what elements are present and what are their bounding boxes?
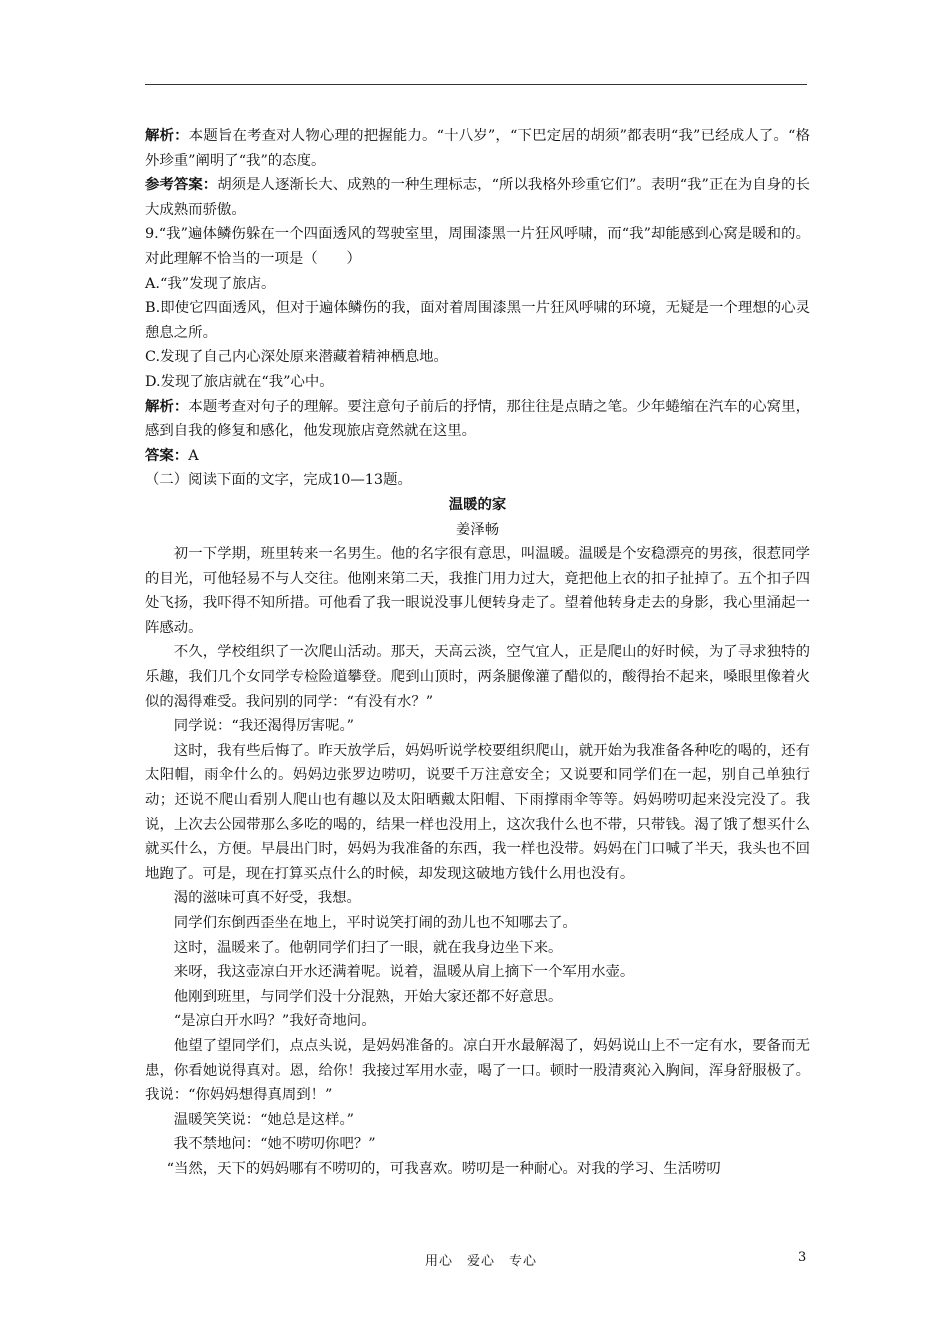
article-paragraph: 他刚到班里，与同学们没十分混熟，开始大家还都不好意思。 [173, 988, 563, 1005]
header-rule [145, 84, 807, 85]
article-paragraph: 这时，温暖来了。他朝同学们扫了一眼，就在我身边坐下来。 [173, 939, 563, 956]
article-paragraph: 不久，学校组织了一次爬山活动。那天，天高云淡，空气宜人，正是爬山的好时候，为了寻求独特的乐趣，我们几个女同学专检险道攀登。爬到山顶时，两条腿像灌了醋似的，酸得抬不起来，嗓眼里像着火似的渴得难受。我问别的同学：“有没有水？” [145, 644, 810, 710]
page-content [145, 124, 810, 1182]
article-paragraph: 温暖笑笑说：“她总是这样。” [173, 1111, 354, 1128]
page-number: 3 [798, 1250, 807, 1265]
article-paragraph: 他望了望同学们，点点头说，是妈妈准备的。凉白开水最解渴了，妈妈说山上不一定有水，要备而无患，你看她说得真对。恩，给你！我接过军用水壶，喝了一口。顿时一股清爽沁入胸间，浑身舒服极了。我说：“你妈妈想得真周到！” [145, 1037, 810, 1104]
article-last-line: “当然，天下的妈妈哪有不唠叨的，可我喜欢。唠叨是一种耐心。对我的学习、生活唠叨 [166, 1160, 721, 1177]
article-paragraph: “是凉白开水吗？”我好奇地问。 [173, 1013, 376, 1030]
q8-analysis-label: 解析： [145, 128, 189, 144]
q9-option-a: A.“我”发现了旅店。 [145, 275, 276, 292]
article-paragraph: 同学们东倒西歪坐在地上，平时说笑打闹的劲儿也不知哪去了。 [173, 915, 577, 931]
article-paragraph: 这时，我有些后悔了。昨天放学后，妈妈听说学校要组织爬山，就开始为我准备各种吃的喝的，还有太阳帽，雨伞什么的。妈妈边张罗边唠叨，说要千万注意安全；又说要和同学们在一起，别自己单独行动；还说不爬山看别人爬山也有趣以及太阳晒戴太阳帽、下雨撑雨伞等等。妈妈唠叨起来没完没了。我说，上次去公园带那么多吃的喝的，结果一样也没用上，这次我什么也不带，只带钱。渴了饿了想买什么就买什么，方便。早晨出门时，妈妈为我准备的东西，我一样也没带。妈妈在门口喊了半天，我头也不回地跑了。可是，现在打算买点什么的时候，却发现这破地方钱什么用也没有。 [145, 742, 810, 882]
q9-answer [145, 444, 810, 469]
q8-answer-text: 胡须是人逐渐长大、成熟的一种生理标志，“所以我格外珍重它们”。表明“我”正在为自身的长大成熟而骄傲。 [145, 177, 810, 218]
article-title: 温暖的家 [448, 496, 507, 513]
q8-analysis-text: 本题旨在考查对人物心理的把握能力。“十八岁”，“下巴定居的胡须”都表明“我”已经成人了。“格外珍重”阐明了“我”的态度。 [145, 128, 810, 169]
q9-stem: 9.“我”遍体鳞伤躲在一个四面透风的驾驶室里，周围漆黑一片狂风呼啸，而“我”却能感到心窝是暖和的。对此理解不恰当的一项是（ ） [145, 226, 810, 267]
article-paragraph: 初一下学期，班里转来一名男生。他的名字很有意思，叫温暖。温暖是个安稳漂亮的男孩，很惹同学的目光，可他轻易不与人交往。他刚来第二天，我推门用力过大，竟把他上衣的扣子扯掉了。五个扣子四处飞扬，我吓得不知所措。可他看了我一眼说没事儿便转身走了。望着他转身走去的身影，我心里涌起一阵感动。 [145, 546, 810, 636]
article-paragraph: 我不禁地问：“她不唠叨你吧？” [173, 1136, 376, 1153]
q8-answer-label: 参考答案： [145, 177, 218, 194]
q8-answer [145, 173, 810, 222]
article-paragraph: 渴的滋味可真不好受，我想。 [173, 890, 361, 907]
q9-analysis-label: 解析： [145, 398, 189, 415]
q9-analysis-text: 本题考查对句子的理解。要注意句子前后的抒情，那往往是点睛之笔。少年蜷缩在汽车的心窝里，感到自我的修复和感化，他发现旅店竟然就在这里。 [145, 398, 810, 440]
q8-analysis [145, 124, 810, 173]
article-paragraph: 来呀，我这壶凉白开水还满着呢。说着，温暖从肩上摘下一个军用水壶。 [173, 964, 635, 981]
section-intro: （二）阅读下面的文字，完成10—13题。 [145, 472, 412, 489]
q9-option-c: C.发现了自己内心深处原来潜藏着精神栖息地。 [145, 349, 448, 366]
article-author: 姜泽畅 [455, 521, 500, 538]
article-paragraph: 同学说：“我还渴得厉害呢。” [173, 718, 354, 735]
q9-answer-text: A [188, 447, 199, 464]
q9-analysis [145, 395, 810, 444]
q9-option-b: B.即使它四面透风，但对于遍体鳞伤的我，面对着周围漆黑一片狂风呼啸的环境，无疑是一个理想的心灵憩息之所。 [145, 300, 810, 341]
q9-option-d: D.发现了旅店就在“我”心中。 [145, 373, 334, 390]
footer-motto: 用心 爱心 专心 [425, 1254, 538, 1269]
q9-answer-label: 答案： [145, 447, 189, 464]
